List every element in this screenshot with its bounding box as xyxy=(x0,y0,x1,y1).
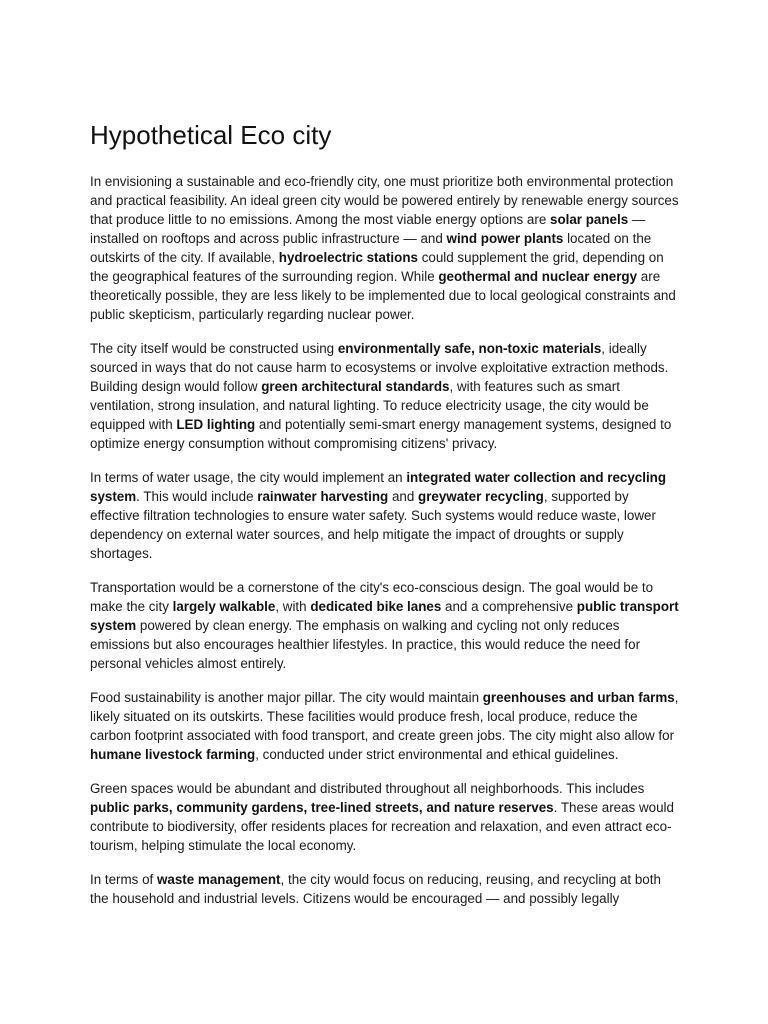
bold-run: green architectural standards xyxy=(261,379,450,394)
bold-run: greywater recycling xyxy=(418,489,544,504)
paragraph-transportation xyxy=(90,578,682,673)
text-run: powered by clean energy. The emphasis on walking and cycling not only reduces emissions but also encourages healthier lifestyles. In practice, this would reduce the need for personal vehicles almost entirely. xyxy=(90,618,641,671)
bold-run: hydroelectric stations xyxy=(278,250,418,265)
text-run: , with features such as smart ventilation, strong insulation, and natural lighting. To reduce electricity usage, the city would be equipped with xyxy=(90,379,649,432)
text-run: , with xyxy=(275,599,311,614)
bold-run: dedicated bike lanes xyxy=(310,599,442,614)
text-run: , conducted under strict environmental and ethical guidelines. xyxy=(255,747,619,762)
text-run: . These areas would contribute to biodiversity, offer residents places for recreation and relaxation, and even attract eco-tourism, helping stimulate the local economy. xyxy=(90,800,674,853)
bold-run: humane livestock farming xyxy=(90,747,256,762)
text-run: Transportation would be a cornerstone of the city's eco-conscious design. The goal would be to make the city xyxy=(90,580,654,614)
document-body xyxy=(90,118,682,923)
text-run: The city itself would be constructed using xyxy=(90,341,338,356)
text-run: . This would include xyxy=(136,489,258,504)
paragraph-water xyxy=(90,468,682,563)
text-run: In terms of water usage, the city would implement an xyxy=(90,470,407,485)
text-run: and a comprehensive xyxy=(441,599,577,614)
text-run: , likely situated on its outskirts. These facilities would produce fresh, local produce, reduce the carbon footprint associated with food transport, and create green jobs. The city might also allow for xyxy=(90,690,679,743)
text-run: Food sustainability is another major pillar. The city would maintain xyxy=(90,690,483,705)
bold-run: wind power plants xyxy=(446,231,564,246)
text-run: In envisioning a sustainable and eco-friendly city, one must prioritize both environmental protection and practical feasibility. An ideal green city would be powered entirely by renewable energy sources that produce little to no emissions. Among the most viable energy options are xyxy=(90,174,679,227)
paragraph-food xyxy=(90,688,682,764)
text-run: , ideally sourced in ways that do not cause harm to ecosystems or involve exploitative extraction methods. Building design would follow xyxy=(90,341,669,394)
bold-run: LED lighting xyxy=(176,417,256,432)
bold-run: rainwater harvesting xyxy=(257,489,389,504)
bold-run: environmentally safe, non-toxic materials xyxy=(337,341,602,356)
paragraph-energy xyxy=(90,172,682,324)
text-run: located on the outskirts of the city. If available, xyxy=(90,231,652,265)
text-run: and xyxy=(388,489,419,504)
text-run: , supported by effective filtration technologies to ensure water safety. Such systems would reduce waste, lower dependency on external water sources, and help mitigate the impact of droughts or supply shortages. xyxy=(90,489,656,561)
text-run: and potentially semi-smart energy management systems, designed to optimize energy consumption without compromising citizens' privacy. xyxy=(90,417,672,451)
bold-run: geothermal and nuclear energy xyxy=(438,269,638,284)
bold-run: public transport system xyxy=(90,599,679,633)
bold-run: solar panels xyxy=(550,212,629,227)
paragraph-materials xyxy=(90,339,682,453)
text-run: Green spaces would be abundant and distributed throughout all neighborhoods. This includes xyxy=(90,781,645,796)
paragraph-green-spaces xyxy=(90,779,682,855)
bold-run: greenhouses and urban farms xyxy=(482,690,675,705)
text-run: In terms of xyxy=(90,872,157,887)
text-run: , the city would focus on reducing, reusing, and recycling at both the household and industrial levels. Citizens would be encouraged — and possibly legally xyxy=(90,872,661,906)
bold-run: public parks, community gardens, tree-lined streets, and nature reserves xyxy=(90,800,554,815)
document-title: Hypothetical Eco city xyxy=(90,120,332,150)
bold-run: waste management xyxy=(156,872,281,887)
text-run: are theoretically possible, they are less likely to be implemented due to local geological constraints and public skepticism, particularly regarding nuclear power. xyxy=(90,269,676,322)
text-run: could supplement the grid, depending on the geographical features of the surrounding region. While xyxy=(90,250,664,284)
bold-run: largely walkable xyxy=(172,599,276,614)
bold-run: integrated water collection and recycling system xyxy=(90,470,667,504)
paragraph-waste xyxy=(90,870,682,908)
text-run: — installed on rooftops and across public infrastructure — and xyxy=(90,212,646,246)
